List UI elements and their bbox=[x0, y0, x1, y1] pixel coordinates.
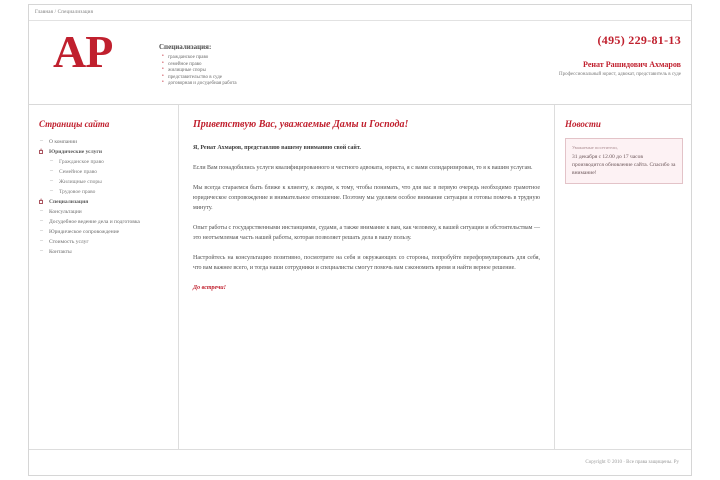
sidebar-left-title: Страницы сайта bbox=[39, 119, 110, 129]
sidebar-item-consultations[interactable]: – Консультации bbox=[39, 208, 170, 216]
sidebar-left bbox=[29, 105, 179, 449]
page-title: Приветствую Вас, уважаемые Дамы и Господа! bbox=[193, 119, 409, 130]
sidebar-item-housing-disputes[interactable]: – Жилищные споры bbox=[39, 178, 170, 186]
news-title: Новости bbox=[565, 119, 601, 129]
copyright: Copyright © 2010 · Все права защищены. Ру bbox=[585, 460, 679, 465]
paragraph-4: Настройтесь на консультацию позитивно, посмотрите на себя и окружающих со стороны, попробуйте переформулировать для себя, что вам важнее всего, и тогда наши сотрудники и специалисты смогут помочь вам сэкономить время и найти верное решение. bbox=[193, 255, 540, 271]
paragraph-2: Мы всегда стараемся быть ближе к клиенту, к людям, к тому, чтобы понимать, что для вас в первую очередь необходимо грамотное юридическое сопровождение и внимательное отношение. Поэтому мы уделяем особое внимание ситуации и готовы помочь в трудную минуту. bbox=[193, 185, 540, 211]
sidebar-item-legal-support[interactable]: – Юридическое сопровождение bbox=[39, 228, 170, 236]
services-block bbox=[159, 29, 471, 88]
sidebar-item-family-law[interactable]: – Семейное право bbox=[39, 168, 170, 176]
sidebar-item-labor-law[interactable]: – Трудовое право bbox=[39, 188, 170, 196]
breadcrumb[interactable]: Главная / Специализация bbox=[35, 10, 94, 15]
paragraph-1: Если Вам понадобились услуги квалифицированного и честного адвоката, юриста, я с вами солидаризирован, то я к вашим услугам. bbox=[193, 165, 533, 171]
services-list bbox=[159, 55, 471, 88]
breadcrumb-bar bbox=[29, 5, 691, 21]
service-item: • гражданское право bbox=[168, 55, 471, 62]
site-header bbox=[29, 21, 691, 105]
sidebar-item-pretrial[interactable]: – Досудебное ведение дела и подготовка bbox=[39, 218, 170, 226]
sidebar-item-specialization[interactable]: Специализация + bbox=[39, 198, 170, 206]
service-item: • договорная и досудебная работа bbox=[168, 81, 471, 88]
sidebar-item-civil-law[interactable]: – Гражданское право bbox=[39, 158, 170, 166]
logo-block[interactable] bbox=[39, 26, 159, 77]
news-date: Уважаемые посетители, bbox=[572, 145, 618, 150]
sidebar-item-pricing[interactable]: – Стоимость услуг bbox=[39, 238, 170, 246]
service-item: • семейное право bbox=[168, 62, 471, 69]
owner-name: Ренат Рашидович Ахмаров bbox=[583, 60, 681, 69]
news-item[interactable] bbox=[565, 138, 683, 184]
content-area bbox=[29, 105, 691, 449]
sidebar-item-about[interactable]: – О компании bbox=[39, 138, 170, 146]
phone-number[interactable]: (495) 229-81-13 bbox=[597, 33, 681, 47]
logo-text: АР bbox=[53, 26, 113, 77]
sidebar-item-services[interactable]: Юридические услуги + bbox=[39, 148, 170, 156]
main-article bbox=[179, 105, 555, 449]
paragraph-intro: Я, Ренат Ахмаров, представляю вашему вниманию свой сайт. bbox=[193, 145, 361, 151]
service-item: • жилищные споры bbox=[168, 68, 471, 75]
site-footer bbox=[29, 449, 691, 475]
sidebar-right bbox=[555, 105, 691, 449]
paragraph-3: Опыт работы с государственными инстанциями, судами, а также внимание к вам, как человеку, к вашей ситуации и обстоятельствам — это неотъемлемая часть нашей работы, которая позволяет решать дела в вашу пользу. bbox=[193, 225, 540, 241]
services-title: Специализация: bbox=[159, 43, 212, 51]
news-text: 31 декабря с 12.00 до 17 часов производится обновление сайта. Спасибо за внимание! bbox=[572, 154, 676, 176]
service-item: • представительство в суде bbox=[168, 75, 471, 82]
sidebar-item-contacts[interactable]: – Контакты bbox=[39, 248, 170, 256]
site-frame bbox=[28, 4, 692, 476]
owner-role: Профессиональный юрист, адвокат, представитель в суде bbox=[558, 72, 681, 77]
paragraph-closing: До встречи! bbox=[193, 285, 226, 291]
site-nav bbox=[39, 138, 170, 256]
header-contact bbox=[471, 29, 681, 77]
